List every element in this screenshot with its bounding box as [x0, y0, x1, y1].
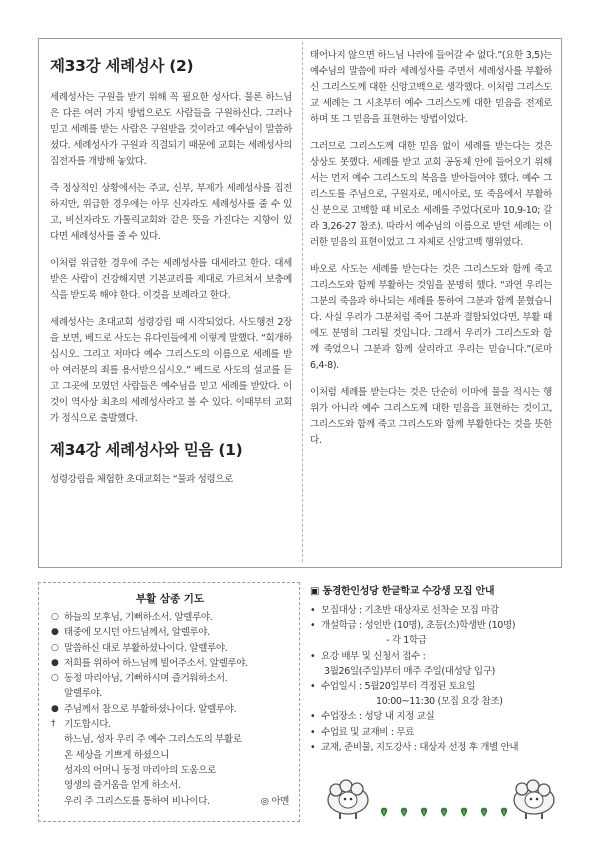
- notice-item: • 요강 배부 및 신청서 접수 :: [310, 649, 562, 664]
- prayer-body-line: 영생의 즐거움을 얻게 하소서.: [64, 780, 181, 792]
- prayer-title: 부활 삼종 기도: [135, 593, 205, 605]
- prayer-body-line: 하느님, 성자 우리 주 예수 그리스도의 부활로: [64, 734, 242, 746]
- lesson-33-paragraph: 이처럼 세례를 받는다는 것은 단순히 이마에 물을 적시는 행위가 아니라 예수 그리스도께 대한 믿음을 표현하는 것이고, 그리스도와 함께 죽고 그리스도와 함께 부활한다는 것을 뜻한다.: [310, 387, 552, 446]
- article-left-column: [50, 52, 292, 499]
- prayer-line: ○ 하늘의 모후님, 기뻐하소서. 알렐루야.: [51, 610, 289, 625]
- bullet-icon: •: [310, 711, 316, 723]
- lesson-33-paragraph: 태어나지 않으면 하느님 나라에 들어갈 수 없다.”(요한 3,5)는 예수님의 말씀에 따라 세례성사를 주면서 세례성사를 부활하신 그리스도께 대한 신앙고백으로 생각했다. 이처럼 그리스도교 세례는 그 시초부터 예수 그리스도께 대한 믿음을 전제로 하며 또 그 믿음을 표현하는 방법이었다.: [310, 50, 552, 125]
- bullet-icon: •: [310, 741, 316, 753]
- lesson-33-paragraph: 즉 정상적인 상황에서는 주교, 신부, 부제가 세례성사를 집전하지만, 위급한 경우에는 아무 신자라도 세례성사를 줄 수 있고, 비신자라도 가톨릭교회와 같은 뜻을 가진다는 지향이 있다면 세례성사를 줄 수 있다.: [50, 183, 292, 242]
- prayer-line: ○ 동정 마리아님, 기뻐하시며 즐거워하소서.: [51, 671, 289, 686]
- prayer-line: † 기도합시다.: [51, 717, 289, 732]
- sheep-left-icon: [328, 780, 368, 819]
- lesson-34-paragraph: 성령강림을 체험한 초대교회는 “물과 성령으로: [50, 474, 233, 485]
- prayer-body-line: 성자의 어머니 동정 마리아의 도움으로: [64, 764, 216, 776]
- notice-item: • 수업장소 : 성당 내 지정 교실: [310, 709, 562, 724]
- bullet-icon: •: [310, 620, 316, 632]
- notice-item-continued: - 각 1학급: [386, 635, 427, 647]
- bullet-icon: •: [310, 650, 316, 662]
- notice-item-continued: 3월26일(주일)부터 매주 주일(대성당 입구): [324, 665, 495, 677]
- prayer-line: ● 저희를 위하여 하느님께 빌어주소서. 알렐루야.: [51, 656, 289, 671]
- lesson-33-paragraph: 세례성사는 초대교회 성령강림 때 시작되었다. 사도행전 2장을 보면, 베드로 사도는 유다인들에게 이렇게 말했다. “회개하십시오. 그리고 저마다 예수 그리스도의 이름으로 세례를 받아 여러분의 죄를 용서받으십시오.” 베드로 사도의 설교를 듣고 그곳에 모였던 사람들은 예수님을 믿고 세례를 받았다. 이것이 역사상 최초의 세례성사라고 볼 수 있다. 이때부터 교회가 정식으로 출발했다.: [50, 317, 292, 424]
- filled-circle-mark-icon: ●: [51, 703, 59, 714]
- notice-item: • 모집대상 : 기초반 대상자로 선착순 모집 마감: [310, 603, 562, 618]
- notice-title: ▣ 동경한인성당 한글학교 수강생 모집 안내: [310, 586, 495, 597]
- lesson-33-paragraph: 바오로 사도는 세례를 받는다는 것은 그리스도와 함께 죽고 그리스도와 함께 부활하는 것임을 분명히 했다. “과연 우리는 그분의 죽음과 하나되는 세례를 통하여 그분과 함께 묻혔습니다. 사실 우리가 그분처럼 죽어 그분과 결합되었다면, 부활 때에도 분명히 그리될 것입니다. 그래서 우리가 그리스도와 함께 죽었으니 그분과 함께 살리라고 우리는 믿습니다.”(로마 6,4-8).: [310, 264, 552, 371]
- column-divider: [302, 42, 303, 562]
- sheep-sprout-decoration: [322, 772, 558, 822]
- sheep-right-icon: [514, 780, 554, 819]
- korean-school-notice: [310, 582, 562, 772]
- prayer-line: 알렐루야.: [64, 688, 102, 700]
- prayer-line: ○ 말씀하신 대로 부활하셨나이다. 알렐루야.: [51, 641, 289, 656]
- circle-mark-icon: ○: [51, 673, 59, 684]
- filled-circle-mark-icon: ●: [51, 627, 59, 638]
- easter-prayer-box: [38, 582, 300, 822]
- article-right-column: [310, 48, 552, 460]
- prayer-body-line: 우리 주 그리스도를 통하여 비나이다. ◎ 아멘: [51, 794, 289, 809]
- notice-item-continued: 10:00~11:30 (모집 요강 참조): [376, 696, 503, 708]
- notice-item: • 수업일시 : 5월20일부터 격정된 토요일: [310, 679, 562, 694]
- bullet-icon: •: [310, 605, 316, 616]
- lesson-34-title: 제34강 세례성사와 믿음 (1): [50, 441, 243, 459]
- lesson-33-paragraph: 세례성사는 구원을 받기 위해 꼭 필요한 성사다. 물론 하느님은 다른 여러 가지 방법으로도 사람들을 구원하신다. 그러나 믿고 세례를 받는 사람은 구원받을 것이라고 예수님이 말씀하셨다. 세례성사가 구원과 직결되기 때문에 교회는 세례성사의 집전자를 개방해 놓았다.: [50, 92, 292, 167]
- bullet-icon: •: [310, 681, 316, 693]
- lesson-33-title: 제33강 세례성사 (2): [50, 57, 194, 75]
- prayer-line: ● 태중에 모시던 아드님께서, 알렐루야.: [51, 625, 289, 640]
- notice-item: • 수업료 및 교재비 : 무료: [310, 725, 562, 740]
- bullet-icon: •: [310, 726, 316, 738]
- prayer-line: ● 주님께서 참으로 부활하셨나이다. 알렐루야.: [51, 702, 289, 717]
- sprout-row-icon: [381, 808, 507, 816]
- cross-mark-icon: †: [51, 719, 56, 730]
- amen-response: ◎ 아멘: [260, 795, 289, 807]
- notice-item: • 교재, 준비물, 지도강사 : 대상자 선정 후 개별 안내: [310, 740, 562, 755]
- filled-circle-mark-icon: ●: [51, 657, 59, 668]
- circle-mark-icon: ○: [51, 612, 59, 622]
- lesson-33-paragraph: 이처럼 위급한 경우에 주는 세례성사를 대세라고 한다. 대세 받은 사람이 건강해지면 기본교리를 제대로 가르쳐서 보충예식을 받도록 해야 한다. 이것을 보례라고 한다.: [50, 258, 292, 301]
- notice-item: • 개설학급 : 성인반 (10명), 초등(소)학생반 (10명): [310, 618, 562, 633]
- prayer-body-line: 온 세상을 기쁘게 하셨으니: [64, 749, 170, 761]
- lesson-33-paragraph: 그러므로 그리스도께 대한 믿음 없이 세례를 받는다는 것은 상상도 못했다. 세례를 받고 교회 공동체 안에 들어오기 위해서는 먼저 예수 그리스도의 복음을 받아들여야 했다. 예수 그리스도를 주님으로, 구원자로, 메시아로, 또 죽음에서 부활하신 분으로 고백할 때 비로소 세례를 주었다(로마 10,9-10; 갈라 3,26-27 참조). 따라서 예수님의 이름으로 받던 세례는 이러한 믿음의 표현이었고 그 자체로 신앙고백 행위였다.: [310, 141, 552, 248]
- circle-mark-icon: ○: [51, 642, 59, 653]
